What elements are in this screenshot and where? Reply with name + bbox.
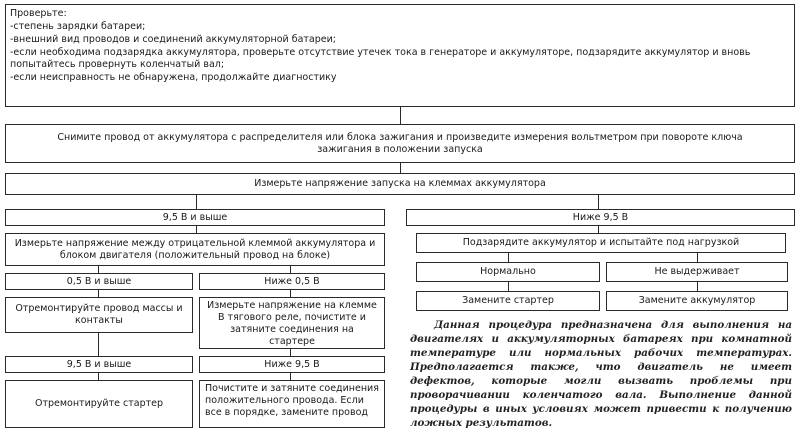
check-item-wires: -внешний вид проводов и соединений аккумуляторной батареи; [10, 34, 337, 45]
connector [508, 282, 509, 291]
above-95-b-box [5, 356, 193, 373]
above-95-b-text: 9,5 В и выше [66, 358, 132, 370]
repair-starter-box [5, 380, 193, 428]
fails-box [606, 262, 788, 282]
step-measure-start-box [5, 173, 795, 195]
above-05-text: 0,5 В и выше [66, 275, 132, 287]
connector [400, 107, 401, 124]
replace-starter-text: Замените стартер [462, 295, 554, 306]
right-below-95-text: Ниже 9,5 В [572, 211, 629, 223]
procedure-note [410, 318, 792, 430]
measure-ground-box [5, 233, 385, 266]
left-above-95-box [5, 209, 385, 226]
connector [598, 195, 599, 209]
step-remove-text: Снимите провод от аккумулятора с распределителя или блока зажигания и произведите измерения вольтметром при повороте ключа зажигания в положении запуска [57, 131, 743, 155]
charge-test-text: Подзарядите аккумулятор и испытайте под нагрузкой [462, 237, 740, 248]
connector [697, 282, 698, 291]
below-05-text: Ниже 0,5 В [264, 275, 320, 287]
charge-test-box [416, 233, 786, 253]
check-item-recharge: -если необходима подзарядка аккумулятора, проверьте отсутствие утечек тока в генераторе и аккумуляторе, подзарядите аккумулятор и вновь попытайтесь провернуть коленчатый вал; [10, 47, 751, 70]
connector [98, 290, 99, 297]
measure-ground-text: Измерьте напряжение между отрицательной клеммой аккумулятора и блоком двигателя (положительный провод на блоке) [14, 237, 376, 261]
below-95-b-box [199, 356, 385, 373]
procedure-note-text: Данная процедура предназначена для выполнения на двигателях и аккумуляторных батареях при комнатной температуре или нормальных рабочих температурах. Предполагается также, что двигатель не имеет дефектов, которые могли вызвать проблемы при проворачивании коленчатого вала. Выполнение данной процедуры в иных условиях может привести к получению ложных результатов. [410, 319, 792, 429]
check-title: Проверьте: [10, 8, 67, 19]
normal-text: Нормально [480, 266, 536, 277]
check-item-continue: -если неисправность не обнаружена, продолжайте диагностику [10, 72, 337, 83]
normal-box [416, 262, 600, 282]
step-measure-start-text: Измерьте напряжение запуска на клеммах аккумулятора [254, 178, 546, 189]
replace-battery-box [606, 291, 788, 311]
repair-starter-text: Отремонтируйте стартер [34, 398, 164, 409]
replace-battery-text: Замените аккумулятор [638, 295, 756, 306]
connector [290, 290, 291, 297]
connector [98, 373, 99, 380]
left-above-95-text: 9,5 В и выше [162, 211, 228, 223]
below-95-b-text: Ниже 9,5 В [264, 358, 320, 370]
clean-positive-text: Почистите и затяните соединения положительного провода. Если все в порядке, замените провод [205, 383, 379, 418]
clean-positive-box [199, 380, 385, 428]
above-05-box [5, 273, 193, 290]
fails-text: Не выдерживает [654, 266, 740, 277]
connector [598, 226, 599, 233]
check-box [5, 4, 795, 107]
connector [400, 163, 401, 173]
connector [98, 333, 99, 356]
below-05-box [199, 273, 385, 290]
measure-solenoid-text: Измерьте напряжение на клемме В тягового реле, почистите и затяните соединения на стартере [207, 300, 377, 347]
connector [697, 253, 698, 262]
check-item-charge: -степень зарядки батареи; [10, 21, 146, 32]
connector [196, 226, 197, 233]
connector [290, 266, 291, 273]
repair-ground-text: Отремонтируйте провод массы и контакты [15, 303, 183, 326]
connector [196, 195, 197, 209]
measure-solenoid-box [199, 297, 385, 349]
right-below-95-box [406, 209, 795, 226]
connector [508, 253, 509, 262]
step-remove-box [5, 124, 795, 163]
connector [290, 373, 291, 380]
connector [98, 266, 99, 273]
connector [290, 349, 291, 356]
replace-starter-box [416, 291, 600, 311]
repair-ground-box [5, 297, 193, 333]
